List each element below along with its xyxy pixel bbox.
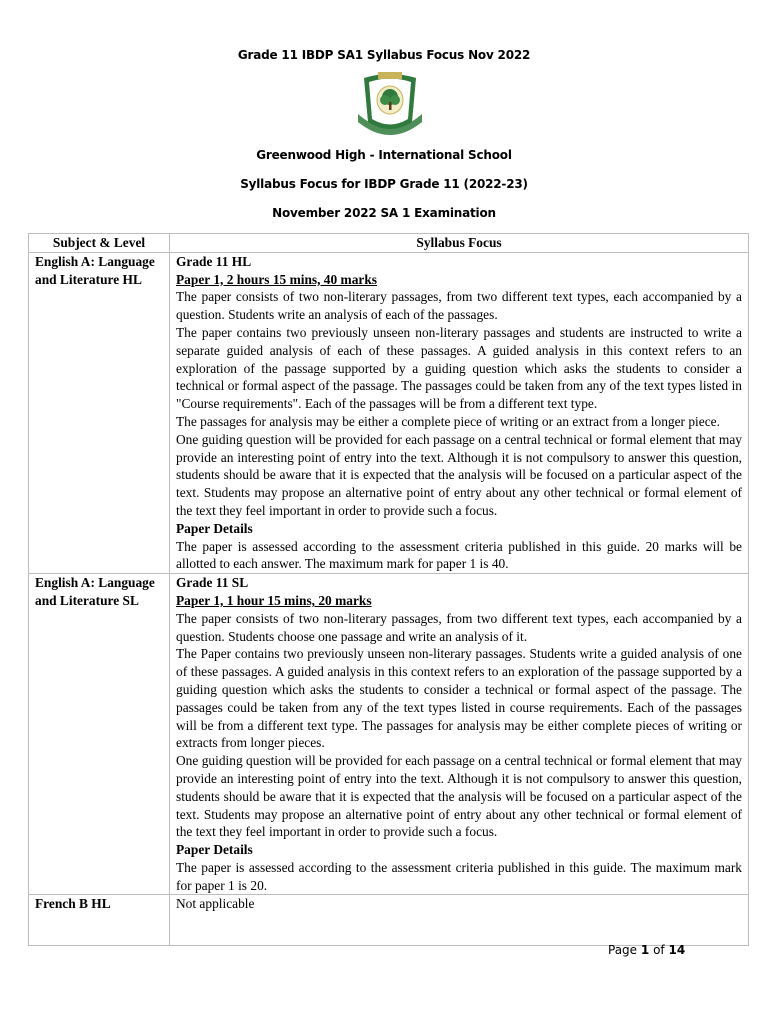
focus-paragraph: The paper contains two previously unseen non-literary passages and students are instructed to write a separate guided analysis of each of these passages. A guided analysis in this context refers to an exploration of the passage supported by a guiding question which asks the students to consider a technical or formal aspect of the passage. The passages could be taken from any of the text types listed in "Course requirements". Each of the passages will be from a different text type.: [176, 324, 742, 412]
paper-details-text: The paper is assessed according to the assessment criteria published in this guide. The maximum mark for paper 1 is 20.: [176, 859, 742, 893]
col-header-focus: Syllabus Focus: [170, 234, 749, 253]
school-crest-logo: [354, 70, 426, 136]
table-header-row: [29, 234, 749, 253]
page-number: [608, 943, 685, 957]
grade-label: Grade 11 SL: [176, 575, 249, 591]
table-row: [29, 895, 749, 946]
paper-details-text: The paper is assessed according to the assessment criteria published in this guide. 20 marks will be allotted to each answer. The maximum mark for paper 1 is 40.: [176, 538, 742, 572]
subject-cell: French B HL: [29, 895, 170, 946]
table-row: [29, 252, 749, 573]
syllabus-table: [28, 233, 749, 946]
paper-heading: Paper 1, 1 hour 15 mins, 20 marks: [176, 592, 372, 608]
of-word: of: [653, 943, 665, 957]
subject-cell: English A: Language and Literature HL: [29, 252, 170, 573]
focus-paragraph: The passages for analysis may be either a complete piece of writing or an extract from a longer piece.: [176, 413, 720, 429]
syllabus-subtitle: Syllabus Focus for IBDP Grade 11 (2022-23): [240, 177, 528, 191]
focus-paragraph: One guiding question will be provided for each passage on a central technical or formal element that may provide an interesting point of entry into the text. Although it is not compulsory to answer this question, students should be aware that it is expected that the analysis will be focused on a particular aspect of the text. Students may propose an alternative point of entry about any other technical or formal element of the text they feel important in order to provide such a focus.: [176, 753, 742, 840]
focus-paragraph: The paper consists of two non-literary passages, from two different text types, each accompanied by a question. Students choose one passage and write an analysis of it.: [176, 610, 742, 644]
total-pages: 14: [668, 943, 686, 957]
focus-cell: [170, 895, 749, 946]
focus-cell: [170, 252, 749, 573]
table-row: [29, 574, 749, 895]
document-title: Grade 11 IBDP SA1 Syllabus Focus Nov 2022: [237, 48, 531, 62]
subject-cell: English A: Language and Literature SL: [29, 574, 170, 895]
paper-details-heading: Paper Details: [176, 842, 253, 858]
paper-heading: Paper 1, 2 hours 15 mins, 40 marks: [176, 271, 377, 287]
focus-paragraph: The paper consists of two non-literary passages, from two different text types, each accompanied by a question. Students write an analysis of each of the passages.: [176, 289, 742, 323]
grade-label: Grade 11 HL: [176, 253, 252, 269]
focus-paragraph: The Paper contains two previously unseen non-literary passages. Students write a guided analysis of one of these passages. A guided analysis in this context refers to an exploration of the passage supported by a guiding question which asks the students to consider a technical or formal aspect of the passage. The passages could be taken from any of the text types listed in course requirements. Each of the passages will be from a different text type. The passages for analysis may be either complete pieces of writing or extracts from longer pieces.: [176, 646, 742, 751]
not-applicable-text: Not applicable: [176, 896, 255, 912]
focus-paragraph: One guiding question will be provided for each passage on a central technical or formal element that may provide an interesting point of entry into the text. Although it is not compulsory to answer this question, students should be aware that it is expected that the analysis will be focused on a particular aspect of the text. Students may propose an alternative point of entry about any other technical or formal element of the text they feel important in order to provide such a focus.: [176, 431, 742, 518]
exam-name: November 2022 SA 1 Examination: [272, 206, 496, 220]
focus-cell: [170, 574, 749, 895]
paper-details-heading: Paper Details: [176, 520, 253, 536]
school-name: Greenwood High - International School: [256, 148, 512, 162]
current-page: 1: [640, 943, 650, 957]
page-word: Page: [608, 943, 638, 957]
col-header-subject: Subject & Level: [29, 234, 170, 253]
